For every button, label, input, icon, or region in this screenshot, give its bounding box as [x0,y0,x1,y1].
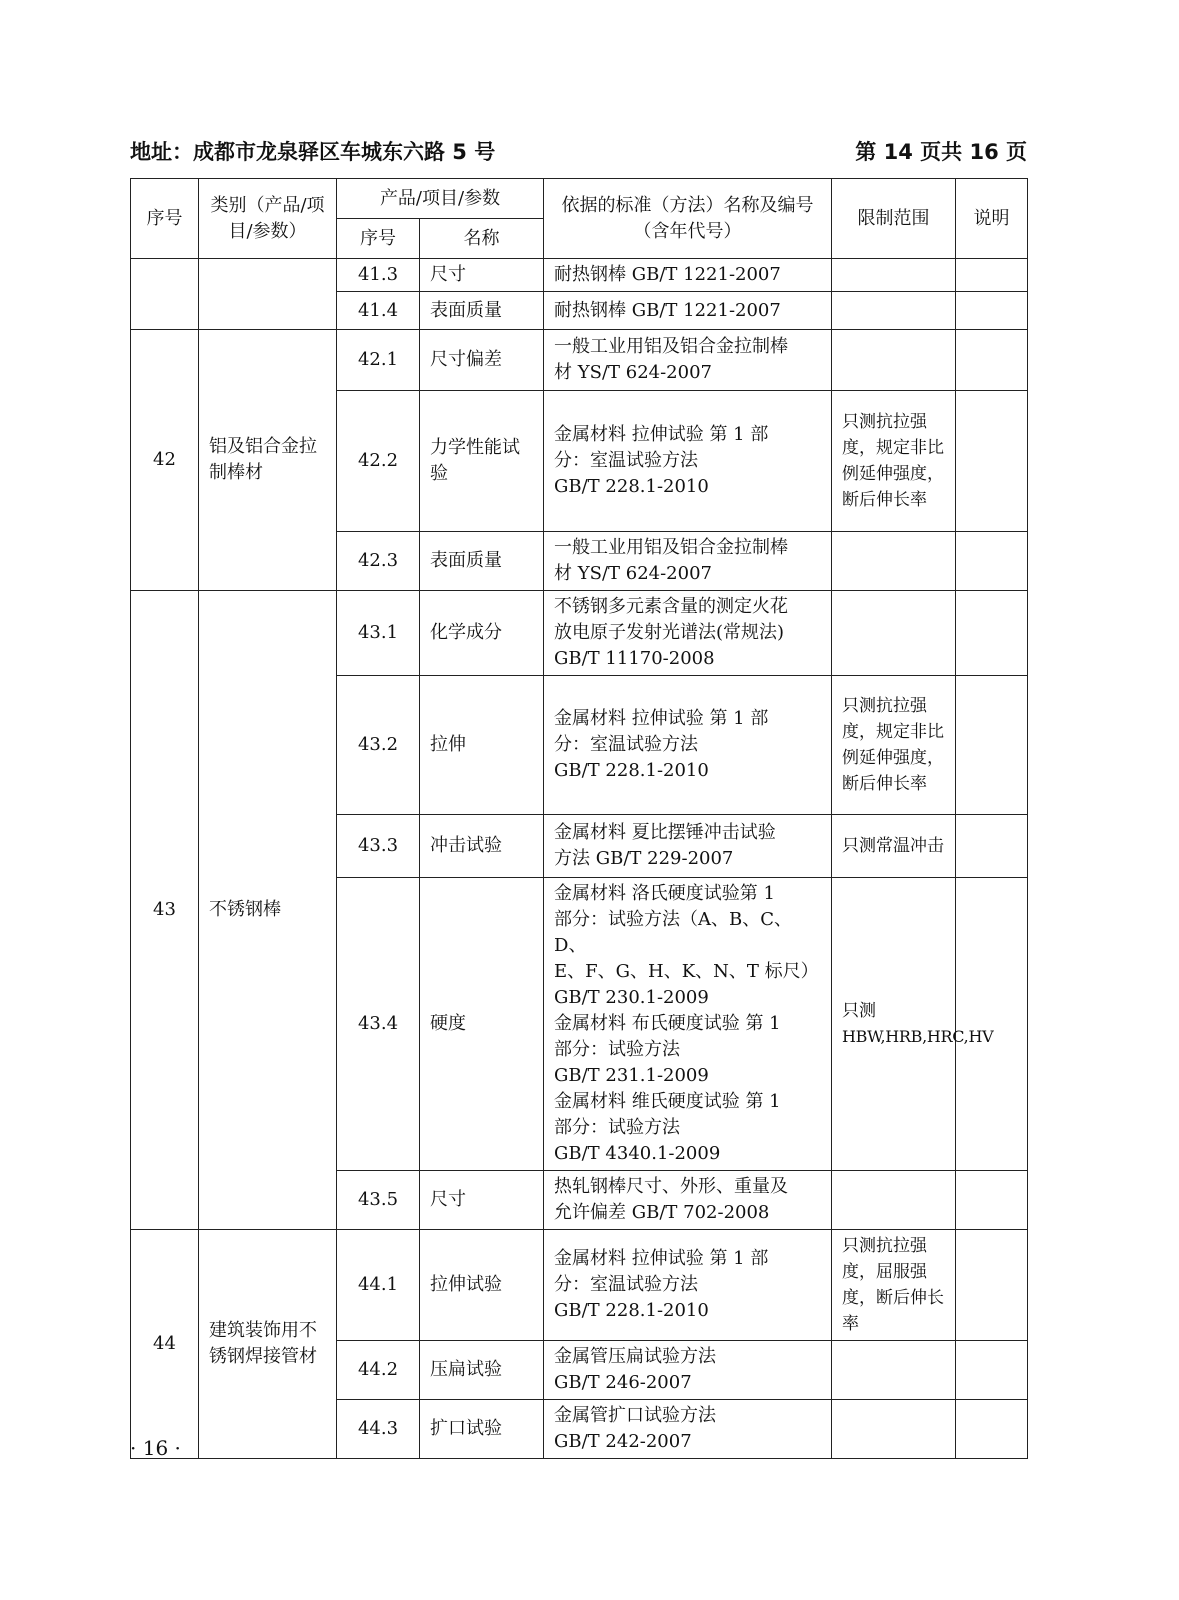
page-header [130,130,1027,170]
item-limit [832,1400,956,1459]
item-note [956,815,1028,878]
item-no: 42.2 [337,391,420,532]
item-limit [832,532,956,591]
header-item-group: 产品/项目/参数 [337,179,544,219]
group-no: 43 [131,591,199,1230]
table-row [131,259,1028,292]
item-limit [832,330,956,391]
item-no: 44.1 [337,1230,420,1341]
item-limit [832,591,956,676]
standard-line: 金属材料 拉伸试验 第 1 部 [554,424,769,445]
item-no: 42.1 [337,330,420,391]
item-limit [832,1341,956,1400]
item-no: 41.3 [337,259,420,292]
item-limit [832,1171,956,1230]
standard-line: GB/T 242-2007 [554,1431,692,1452]
standard-line: 分：室温试验方法 [554,450,699,471]
item-name: 尺寸 [420,259,544,292]
item-standard [544,676,832,815]
item-name: 硬度 [420,878,544,1171]
item-standard [544,1171,832,1230]
standard-line: 金属管压扁试验方法 [554,1346,717,1367]
group-no: 44 [131,1230,199,1459]
standard-line: GB/T 230.1-2009 [554,987,709,1008]
header-category: 类别（产品/项目/参数） [199,179,337,259]
item-note [956,1230,1028,1341]
standard-line: GB/T 228.1-2010 [554,1300,709,1321]
table-row [131,1230,1028,1341]
item-note [956,1400,1028,1459]
item-name: 压扁试验 [420,1341,544,1400]
standard-line: GB/T 231.1-2009 [554,1065,709,1086]
item-standard [544,532,832,591]
header-standard: 依据的标准（方法）名称及编号（含年代号） [544,179,832,259]
standard-line: 金属材料 维氏硬度试验 第 1 [554,1091,781,1112]
item-note [956,292,1028,330]
scope-table [130,178,1028,1459]
item-no: 43.2 [337,676,420,815]
standard-line: GB/T 4340.1-2009 [554,1143,721,1164]
item-no: 43.1 [337,591,420,676]
item-note [956,676,1028,815]
table-row [131,330,1028,391]
item-no: 43.3 [337,815,420,878]
item-standard [544,815,832,878]
standard-line: 热轧钢棒尺寸、外形、重量及 [554,1176,789,1197]
standard-line: 金属材料 拉伸试验 第 1 部 [554,708,769,729]
cell-empty [131,259,199,330]
header-note: 说明 [956,179,1028,259]
item-standard: 耐热钢棒 GB/T 1221-2007 [544,259,832,292]
header-no: 序号 [131,179,199,259]
standard-line: 部分：试验方法（A、B、C、D、 [554,909,793,956]
item-note [956,591,1028,676]
standard-line: 金属材料 布氏硬度试验 第 1 [554,1013,781,1034]
group-category: 不锈钢棒 [199,591,337,1230]
standard-line: 部分：试验方法 [554,1117,681,1138]
limit-line: HBW,HRB,HRC,HV [842,1027,994,1046]
header-item-no: 序号 [337,219,420,259]
standard-line: GB/T 246-2007 [554,1372,692,1393]
item-standard [544,1230,832,1341]
header-limit: 限制范围 [832,179,956,259]
page-info: 第 14 页共 16 页 [855,140,1027,164]
item-note [956,259,1028,292]
standard-line: GB/T 11170-2008 [554,648,715,669]
item-no: 44.2 [337,1341,420,1400]
item-note [956,1171,1028,1230]
item-name: 表面质量 [420,292,544,330]
item-standard [544,1341,832,1400]
item-note [956,878,1028,1171]
item-limit: 只测抗拉强度，规定非比例延伸强度，断后伸长率 [832,391,956,532]
item-limit [832,292,956,330]
item-no: 41.4 [337,292,420,330]
standard-line: E、F、G、H、K、N、T 标尺） [554,961,819,982]
standard-line: 材 YS/T 624-2007 [554,563,712,584]
standard-line: 方法 GB/T 229-2007 [554,848,734,869]
standard-line: 分：室温试验方法 [554,1274,699,1295]
standard-line: 部分：试验方法 [554,1039,681,1060]
standard-line: 金属材料 拉伸试验 第 1 部 [554,1248,769,1269]
item-limit [832,878,994,1171]
group-no: 42 [131,330,199,591]
item-name: 冲击试验 [420,815,544,878]
item-standard [544,330,832,391]
standard-line: GB/T 228.1-2010 [554,760,709,781]
cell-empty [199,259,337,330]
item-standard [544,391,832,532]
item-standard [544,1400,832,1459]
item-name: 拉伸试验 [420,1230,544,1341]
item-no: 43.4 [337,878,420,1171]
standard-line: 金属材料 洛氏硬度试验第 1 [554,883,775,904]
standard-line: 金属材料 夏比摆锤冲击试验 [554,822,776,843]
item-limit: 只测抗拉强度，屈服强度，断后伸长率 [832,1230,956,1341]
item-note [956,532,1028,591]
item-no: 42.3 [337,532,420,591]
standard-line: GB/T 228.1-2010 [554,476,709,497]
item-name: 化学成分 [420,591,544,676]
item-name: 表面质量 [420,532,544,591]
page-number: · 16 · [130,1436,181,1460]
item-name: 拉伸 [420,676,544,815]
standard-line: 允许偏差 GB/T 702-2008 [554,1202,770,1223]
item-note [956,330,1028,391]
header-row [131,179,1028,219]
item-name: 尺寸偏差 [420,330,544,391]
standard-line: 一般工业用铝及铝合金拉制棒 [554,537,789,558]
item-note [956,391,1028,532]
header-item-name: 名称 [420,219,544,259]
address-text: 地址：成都市龙泉驿区车城东六路 5 号 [130,140,496,164]
standard-line: 一般工业用铝及铝合金拉制棒 [554,336,789,357]
group-category: 建筑装饰用不锈钢焊接管材 [199,1230,337,1459]
item-standard [544,591,832,676]
standard-line: 金属管扩口试验方法 [554,1405,717,1426]
limit-line: 只测 [842,1001,877,1021]
item-standard: 耐热钢棒 GB/T 1221-2007 [544,292,832,330]
item-note [956,1341,1028,1400]
group-category: 铝及铝合金拉制棒材 [199,330,337,591]
item-limit [832,259,956,292]
item-limit: 只测常温冲击 [832,815,956,878]
standard-line: 材 YS/T 624-2007 [554,362,712,383]
standard-line: 不锈钢多元素含量的测定火花 [554,596,789,617]
table-row [131,591,1028,676]
item-name: 尺寸 [420,1171,544,1230]
item-name: 扩口试验 [420,1400,544,1459]
standard-line: 放电原子发射光谱法(常规法) [554,622,785,643]
standard-line: 分：室温试验方法 [554,734,699,755]
item-standard [544,878,832,1171]
item-no: 43.5 [337,1171,420,1230]
item-no: 44.3 [337,1400,420,1459]
item-limit: 只测抗拉强度，规定非比例延伸强度，断后伸长率 [832,676,956,815]
item-name: 力学性能试验 [420,391,544,532]
